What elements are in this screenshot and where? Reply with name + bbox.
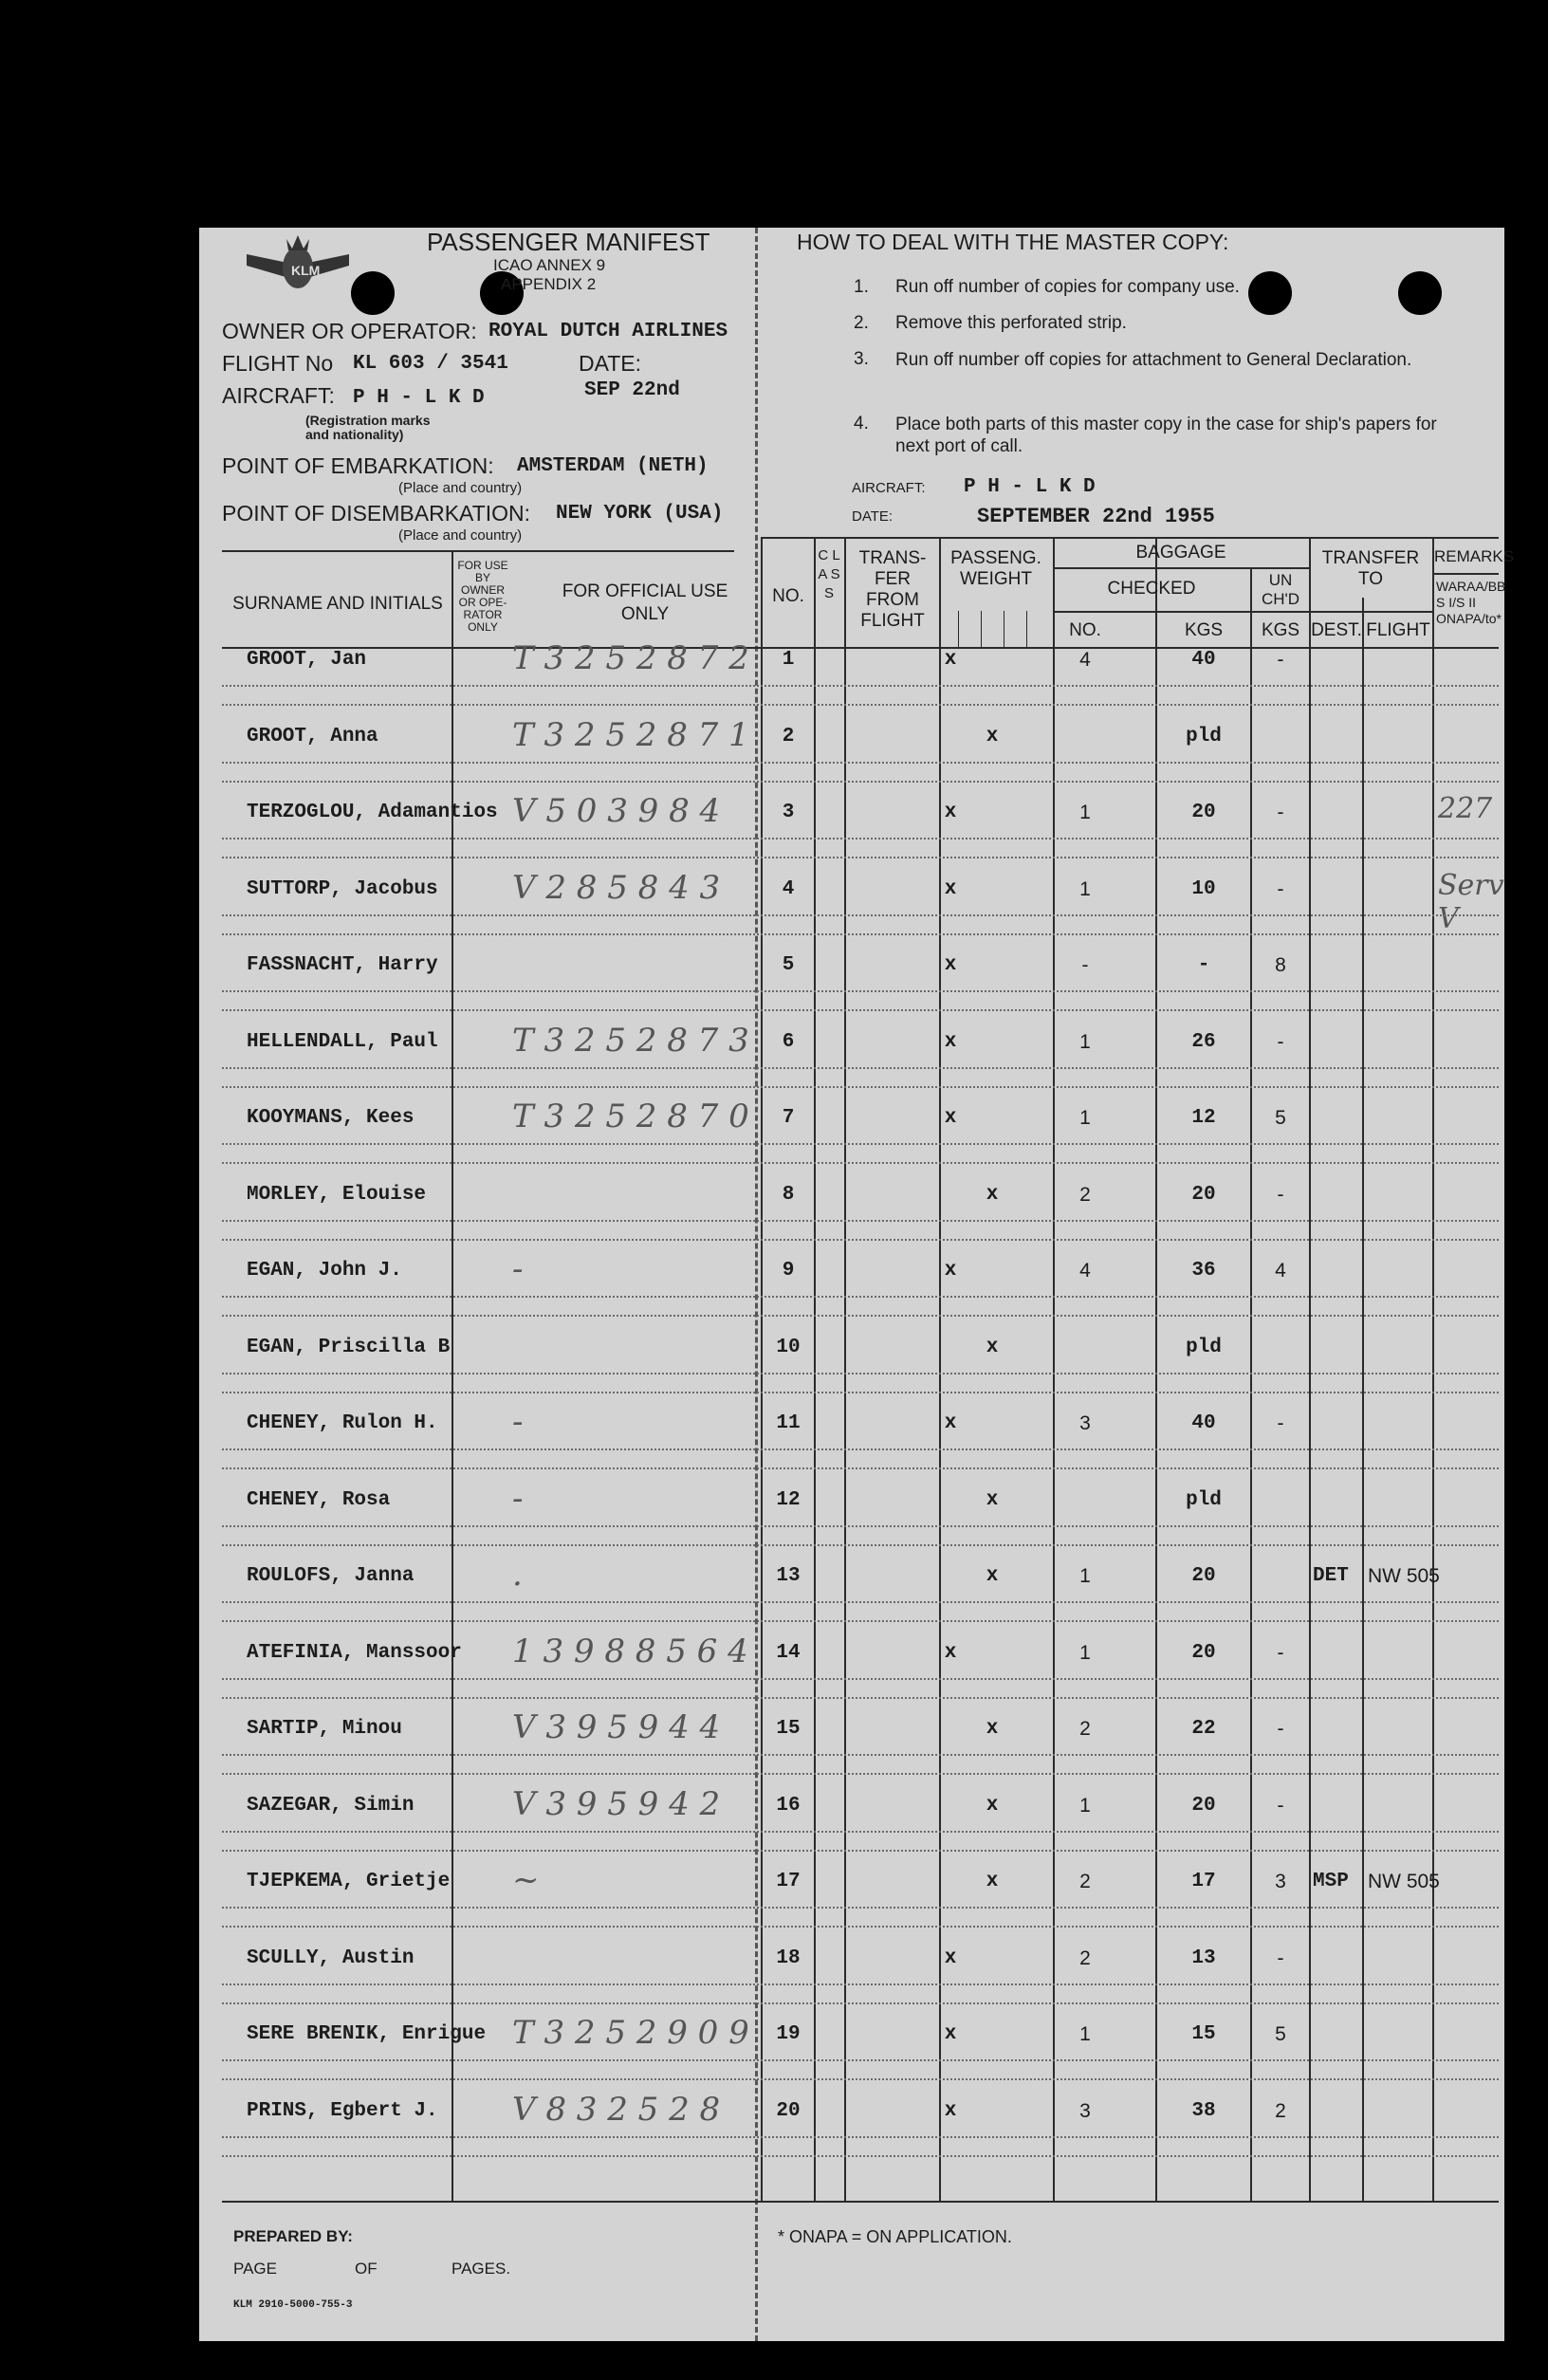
- col-passeng-weight: PASSENG. WEIGHT: [950, 548, 1041, 589]
- baggage-kgs: 26: [1191, 1030, 1216, 1053]
- passenger-name: HELLENDALL, Paul: [247, 1030, 438, 1053]
- punch-hole: [1398, 271, 1442, 315]
- col-remarks-sub: WARAA/BB S I/S II ONAPA/to*: [1436, 579, 1506, 626]
- registration-note: (Registration marks and nationality): [305, 413, 431, 442]
- passenger-no: 13: [776, 1565, 801, 1587]
- owner-label: OWNER OR OPERATOR:: [222, 319, 477, 343]
- instruction-1-num: 1.: [854, 277, 869, 297]
- onapa-note: * ONAPA = ON APPLICATION.: [778, 2227, 1012, 2246]
- unchecked-kgs: -: [1277, 1030, 1284, 1053]
- row-divider: [222, 1525, 1499, 1527]
- disembark-value: NEW YORK (USA): [556, 503, 724, 525]
- handwritten-entry: ~: [512, 1861, 540, 1899]
- passenger-name: ROULOFS, Janna: [247, 1565, 415, 1587]
- embark-place-note: (Place and country): [398, 480, 523, 496]
- baggage-count: 1: [1079, 2023, 1091, 2045]
- flight-label: FLIGHT No: [222, 351, 334, 376]
- instruction-2-num: 2.: [854, 313, 869, 333]
- handwritten-entry: T 3 2 5 2 8 7 0: [512, 1098, 749, 1135]
- baggage-kgs: 20: [1191, 1641, 1216, 1664]
- baggage-count: 1: [1079, 1107, 1091, 1129]
- unchecked-kgs: -: [1277, 1718, 1284, 1740]
- row-divider: [222, 1086, 1499, 1088]
- baggage-kgs: 40: [1191, 649, 1216, 671]
- row-divider: [222, 685, 1499, 687]
- row-divider: [222, 990, 1499, 992]
- passenger-no: 4: [782, 877, 795, 900]
- instruction-4-num: 4.: [854, 414, 869, 434]
- passenger-no: 9: [782, 1260, 795, 1282]
- baggage-kgs: 15: [1191, 2023, 1216, 2045]
- row-divider: [222, 2078, 1499, 2080]
- svg-text:KLM: KLM: [291, 263, 321, 278]
- col-dest: DEST.: [1311, 620, 1362, 640]
- row-divider: [222, 1296, 1499, 1298]
- col-transfer-to: TRANSFER TO: [1321, 548, 1420, 589]
- first-class-mark: x: [944, 2099, 957, 2122]
- baggage-count: 1: [1079, 1565, 1091, 1587]
- row-divider: [222, 1754, 1499, 1756]
- tourist-class-mark: x: [986, 725, 999, 747]
- row-divider: [222, 1544, 1499, 1546]
- row-divider: [222, 1678, 1499, 1680]
- baggage-kgs: pld: [1186, 1336, 1222, 1358]
- handwritten-entry: T 3 2 5 2 9 0 9: [512, 2014, 749, 2052]
- row-divider: [222, 1448, 1499, 1450]
- passenger-no: 14: [776, 1641, 801, 1664]
- passenger-no: 20: [776, 2099, 801, 2122]
- passenger-name: SAZEGAR, Simin: [247, 1794, 415, 1817]
- baggage-count: 2: [1079, 1871, 1091, 1892]
- manifest-title: PASSENGER MANIFEST: [427, 228, 710, 256]
- passenger-no: 16: [776, 1794, 801, 1817]
- remarks: Serv V: [1438, 868, 1504, 935]
- passenger-no: 3: [782, 802, 795, 823]
- transfer-dest: DET: [1313, 1565, 1349, 1587]
- handwritten-entry: 1 3 9 8 8 5 6 4: [512, 1632, 748, 1670]
- passenger-name: GROOT, Anna: [247, 725, 378, 747]
- passenger-no: 18: [776, 1946, 801, 1969]
- first-class-mark: x: [944, 1260, 957, 1282]
- disembark-place-note: (Place and country): [398, 527, 523, 544]
- baggage-count: -: [1081, 954, 1089, 976]
- col-unchd: UN CH'D: [1261, 571, 1300, 608]
- col-remarks: REMARKS: [1434, 547, 1515, 565]
- passenger-name: SERE BRENIK, Enrigue: [247, 2023, 487, 2045]
- baggage-kgs: 13: [1191, 1946, 1216, 1969]
- aircraft-label-2: AIRCRAFT:: [852, 480, 926, 496]
- baggage-kgs: 40: [1191, 1412, 1216, 1434]
- col-surname: SURNAME AND INITIALS: [232, 594, 443, 614]
- passenger-name: TERZOGLOU, Adamantios: [247, 802, 498, 823]
- row-divider: [222, 1143, 1499, 1145]
- row-divider: [222, 704, 1499, 706]
- baggage-count: 1: [1079, 1794, 1091, 1817]
- baggage-kgs: -: [1197, 954, 1210, 976]
- first-class-mark: x: [944, 954, 957, 976]
- row-divider: [222, 1907, 1499, 1909]
- row-divider: [222, 933, 1499, 935]
- unchecked-kgs: -: [1277, 877, 1284, 900]
- first-class-mark: x: [944, 877, 957, 900]
- row-divider: [222, 1373, 1499, 1374]
- baggage-kgs: 38: [1191, 2099, 1216, 2122]
- handwritten-entry: -: [512, 1403, 524, 1441]
- page-label: PAGE: [233, 2260, 277, 2278]
- row-divider: [222, 1239, 1499, 1241]
- passenger-no: 12: [776, 1488, 801, 1511]
- handwritten-entry: V 5 0 3 9 8 4: [512, 792, 721, 830]
- row-divider: [222, 1162, 1499, 1164]
- icao-annex: ICAO ANNEX 9: [493, 256, 606, 274]
- row-divider: [222, 2155, 1499, 2157]
- instruction-3-num: 3.: [854, 349, 869, 369]
- perforation-line: [755, 228, 758, 2341]
- tourist-class-mark: x: [986, 1488, 999, 1511]
- row-divider: [222, 1926, 1499, 1928]
- first-class-mark: x: [944, 1946, 957, 1969]
- baggage-count: 1: [1079, 1641, 1091, 1664]
- baggage-count: 4: [1079, 649, 1091, 671]
- aircraft-value-2: P H - L K D: [964, 476, 1096, 498]
- unchecked-kgs: 3: [1275, 1871, 1286, 1892]
- first-class-mark: x: [944, 1030, 957, 1053]
- transfer-flight: NW 505: [1368, 1871, 1440, 1892]
- passenger-no: 15: [776, 1718, 801, 1740]
- handwritten-entry: -: [512, 1250, 524, 1288]
- row-divider: [222, 914, 1499, 916]
- first-class-mark: x: [944, 1641, 957, 1664]
- unchecked-kgs: -: [1277, 1412, 1284, 1434]
- baggage-kgs: 20: [1191, 1794, 1216, 1817]
- passenger-name: MORLEY, Elouise: [247, 1183, 427, 1206]
- col-transfer-from: TRANS-FER FROM FLIGHT: [858, 548, 927, 631]
- instruction-1-text: Run off number of copies for company use.: [895, 277, 1240, 297]
- passenger-no: 7: [782, 1107, 795, 1129]
- col-official: FOR OFFICIAL USE ONLY: [562, 581, 728, 624]
- first-class-mark: x: [944, 1107, 957, 1129]
- passenger-name: KOOYMANS, Kees: [247, 1107, 415, 1129]
- unchecked-kgs: -: [1277, 1641, 1284, 1664]
- unchecked-kgs: 5: [1275, 2023, 1286, 2045]
- punch-hole: [351, 271, 395, 315]
- baggage-kgs: 20: [1191, 802, 1216, 823]
- form-code: KLM 2910-5000-755-3: [233, 2299, 353, 2311]
- baggage-kgs: 36: [1191, 1260, 1216, 1282]
- baggage-count: 1: [1079, 877, 1091, 900]
- row-divider: [222, 2002, 1499, 2004]
- passenger-name: TJEPKEMA, Grietje: [247, 1871, 451, 1892]
- passenger-no: 17: [776, 1871, 801, 1892]
- date-value-2: SEPTEMBER 22nd 1955: [977, 505, 1215, 528]
- row-divider: [222, 1467, 1499, 1469]
- row-divider: [222, 857, 1499, 858]
- unchecked-kgs: 2: [1275, 2099, 1286, 2122]
- of-label: OF: [355, 2260, 378, 2278]
- aircraft-label: AIRCRAFT:: [222, 383, 335, 408]
- baggage-count: 3: [1079, 1412, 1091, 1434]
- instruction-4-text: Place both parts of this master copy in the case for ship's papers for next port of call.: [895, 415, 1437, 456]
- passenger-no: 5: [782, 954, 795, 976]
- manifest-sheet: [199, 228, 1515, 2341]
- first-class-mark: x: [944, 802, 957, 823]
- baggage-count: 2: [1079, 1183, 1091, 1206]
- baggage-kgs: 17: [1191, 1871, 1216, 1892]
- tourist-class-mark: x: [986, 1183, 999, 1206]
- row-divider: [222, 1601, 1499, 1603]
- col-checked: CHECKED: [1107, 579, 1196, 599]
- row-divider: [222, 1009, 1499, 1011]
- row-divider: [222, 1392, 1499, 1393]
- owner-value: ROYAL DUTCH AIRLINES: [488, 321, 728, 342]
- passenger-no: 8: [782, 1183, 795, 1206]
- handwritten-entry: T 3 2 5 2 8 7 2: [512, 639, 749, 677]
- passenger-name: SARTIP, Minou: [247, 1718, 402, 1740]
- baggage-count: 3: [1079, 2099, 1091, 2122]
- baggage-count: 2: [1079, 1718, 1091, 1740]
- row-divider: [222, 781, 1499, 783]
- flight-value: KL 603 / 3541: [353, 353, 508, 375]
- unchecked-kgs: -: [1277, 802, 1284, 823]
- row-divider: [222, 2059, 1499, 2061]
- handwritten-entry: V 3 9 5 9 4 4: [512, 1708, 721, 1746]
- passenger-name: GROOT, Jan: [247, 649, 367, 671]
- date-label-2: DATE:: [852, 508, 894, 525]
- remarks: 227: [1438, 792, 1493, 825]
- aircraft-value: P H - L K D: [353, 387, 485, 409]
- transfer-dest: MSP: [1313, 1871, 1349, 1892]
- tourist-class-mark: x: [986, 1794, 999, 1817]
- col-class: C L A S S: [818, 547, 840, 601]
- handwritten-entry: V 3 9 5 9 4 2: [512, 1784, 721, 1823]
- row-divider: [222, 1315, 1499, 1317]
- unchecked-kgs: 5: [1275, 1107, 1286, 1129]
- row-divider: [222, 1983, 1499, 1985]
- col-bag-kgs: KGS: [1184, 620, 1224, 640]
- unchecked-kgs: -: [1277, 1183, 1284, 1206]
- date-value: SEP 22nd: [584, 379, 680, 401]
- row-divider: [222, 838, 1499, 839]
- passenger-no: 1: [782, 649, 795, 671]
- row-divider: [222, 2136, 1499, 2138]
- baggage-count: 1: [1079, 1030, 1091, 1053]
- instruction-2-text: Remove this perforated strip.: [895, 313, 1127, 333]
- handwritten-entry: V 2 8 5 8 4 3: [512, 868, 721, 907]
- row-divider: [222, 1831, 1499, 1833]
- prepared-by: PREPARED BY:: [233, 2227, 353, 2245]
- transfer-flight: NW 505: [1368, 1565, 1440, 1587]
- handwritten-entry: T 3 2 5 2 8 7 3: [512, 1021, 749, 1060]
- row-divider: [222, 1773, 1499, 1775]
- row-divider: [222, 1620, 1499, 1622]
- row-divider: [222, 762, 1499, 764]
- baggage-kgs: pld: [1186, 725, 1222, 747]
- baggage-count: 4: [1079, 1260, 1091, 1282]
- col-owner-use: FOR USE BY OWNER OR OPE-RATOR ONLY: [457, 559, 508, 634]
- col-unchd-kgs: KGS: [1261, 620, 1300, 640]
- passenger-name: EGAN, John J.: [247, 1260, 402, 1282]
- passenger-name: CHENEY, Rulon H.: [247, 1412, 438, 1434]
- col-no: NO.: [772, 586, 804, 606]
- col-flight: FLIGHT: [1366, 620, 1430, 640]
- passenger-no: 6: [782, 1030, 795, 1053]
- baggage-kgs: 12: [1191, 1107, 1216, 1129]
- passenger-name: CHENEY, Rosa: [247, 1488, 391, 1511]
- appendix: APPENDIX 2: [501, 275, 597, 293]
- tourist-class-mark: x: [986, 1336, 999, 1358]
- passenger-no: 11: [776, 1412, 801, 1434]
- col-baggage: BAGGAGE: [1135, 543, 1226, 563]
- passenger-no: 2: [782, 725, 795, 747]
- instruction-3-text: Run off number off copies for attachment to General Declaration.: [895, 350, 1412, 370]
- row-divider: [222, 1850, 1499, 1852]
- instructions-title: HOW TO DEAL WITH THE MASTER COPY:: [797, 230, 1229, 254]
- baggage-count: 1: [1079, 802, 1091, 823]
- baggage-kgs: 10: [1191, 877, 1216, 900]
- handwritten-entry: V 8 3 2 5 2 8: [512, 2090, 721, 2129]
- handwritten-entry: T 3 2 5 2 8 7 1: [512, 715, 749, 754]
- first-class-mark: x: [944, 649, 957, 671]
- unchecked-kgs: 4: [1275, 1260, 1286, 1282]
- row-divider: [222, 1697, 1499, 1699]
- passenger-name: SCULLY, Austin: [247, 1946, 415, 1969]
- row-divider: [222, 1067, 1499, 1069]
- first-class-mark: x: [944, 1412, 957, 1434]
- embark-value: AMSTERDAM (NETH): [517, 455, 709, 477]
- unchecked-kgs: -: [1277, 649, 1284, 671]
- handwritten-entry: -: [512, 1479, 524, 1518]
- first-class-mark: x: [944, 2023, 957, 2045]
- passenger-name: EGAN, Priscilla B: [247, 1336, 451, 1358]
- unchecked-kgs: 8: [1275, 954, 1286, 976]
- col-bag-no: NO.: [1069, 620, 1101, 640]
- baggage-kgs: 20: [1191, 1183, 1216, 1206]
- baggage-count: 2: [1079, 1946, 1091, 1969]
- klm-crown-logo: [239, 228, 357, 294]
- tourist-class-mark: x: [986, 1871, 999, 1892]
- unchecked-kgs: -: [1277, 1946, 1284, 1969]
- pages-label: PAGES.: [452, 2260, 511, 2278]
- passenger-no: 19: [776, 2023, 801, 2045]
- embark-label: POINT OF EMBARKATION:: [222, 453, 494, 478]
- tourist-class-mark: x: [986, 1565, 999, 1587]
- passenger-no: 10: [776, 1336, 801, 1358]
- baggage-kgs: 20: [1191, 1565, 1216, 1587]
- passenger-name: PRINS, Egbert J.: [247, 2099, 438, 2122]
- handwritten-entry: .: [512, 1556, 523, 1594]
- date-label: DATE:: [579, 351, 642, 376]
- disembark-label: POINT OF DISEMBARKATION:: [222, 501, 531, 526]
- tourist-class-mark: x: [986, 1718, 999, 1740]
- passenger-name: ATEFINIA, Manssoor: [247, 1641, 462, 1664]
- passenger-name: SUTTORP, Jacobus: [247, 877, 438, 900]
- baggage-kgs: pld: [1186, 1488, 1222, 1511]
- unchecked-kgs: -: [1277, 1794, 1284, 1817]
- baggage-kgs: 22: [1191, 1718, 1216, 1740]
- passenger-name: FASSNACHT, Harry: [247, 954, 438, 976]
- row-divider: [222, 1220, 1499, 1222]
